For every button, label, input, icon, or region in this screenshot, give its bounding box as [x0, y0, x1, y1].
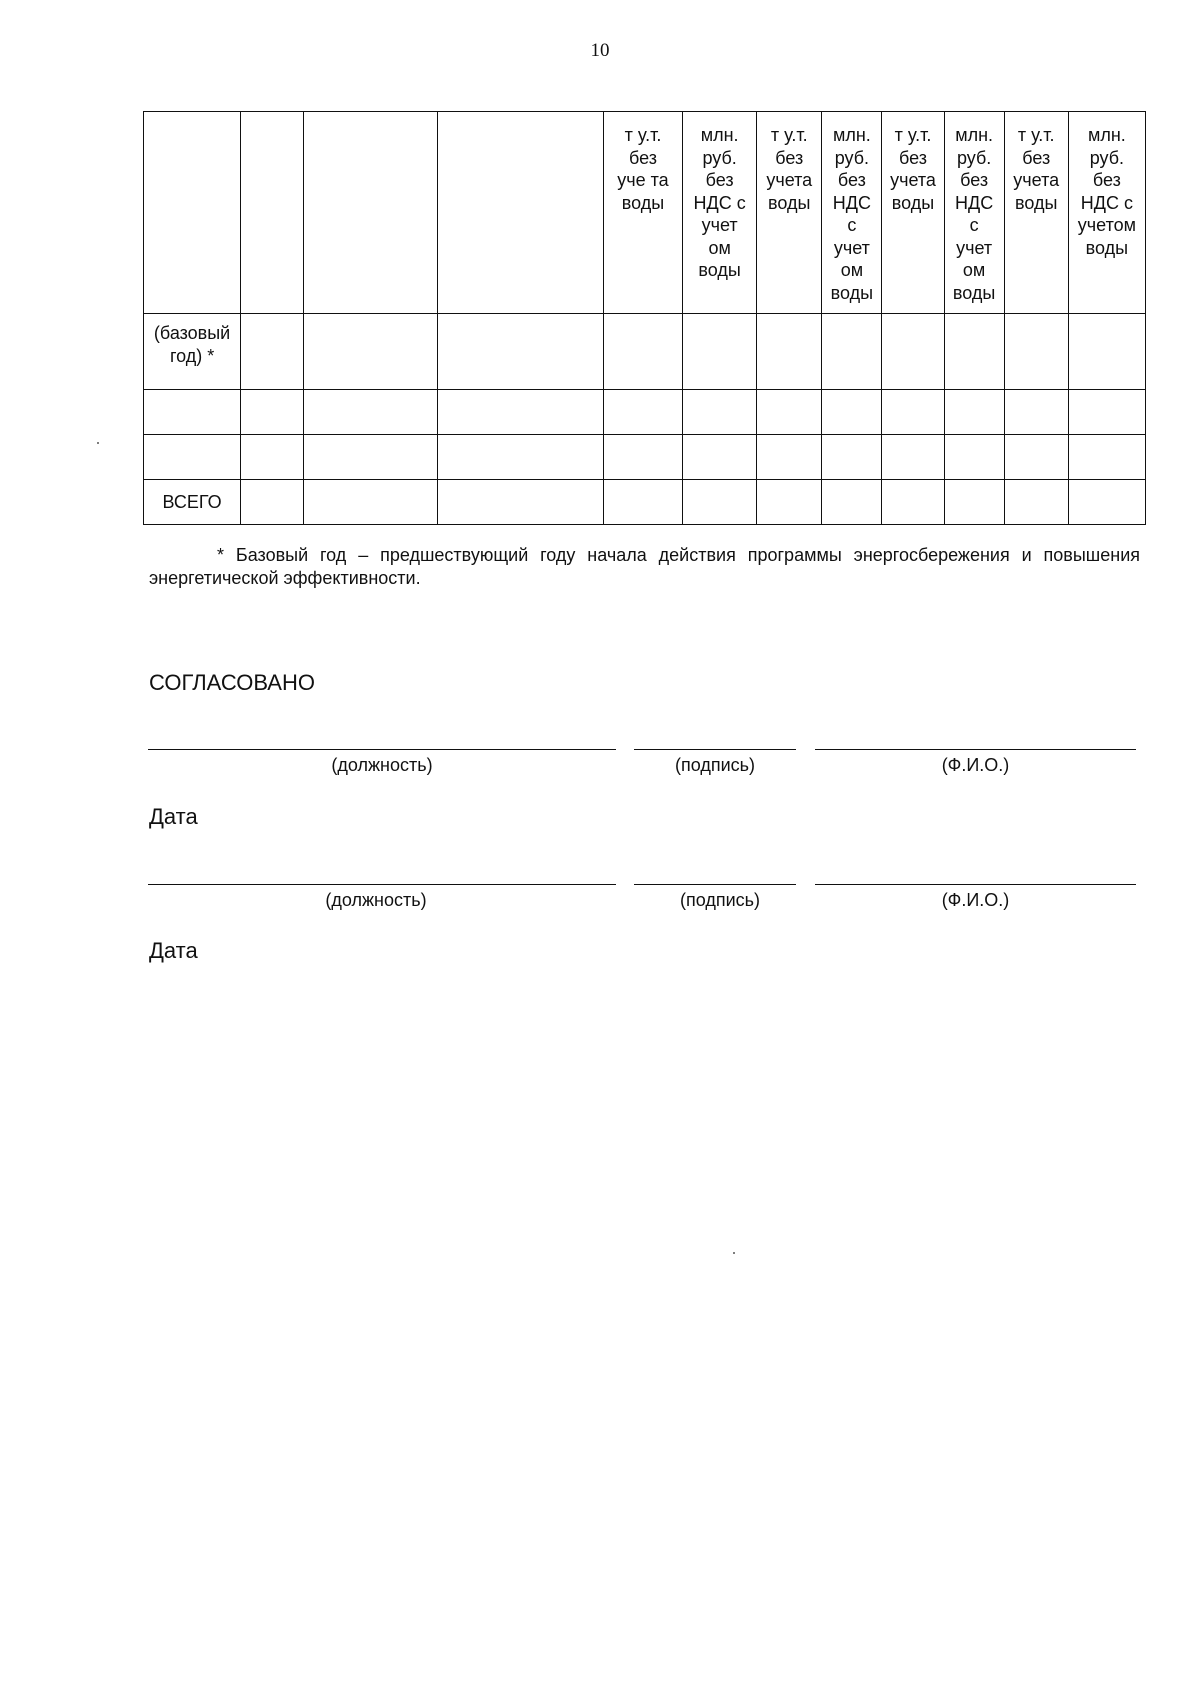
table-cell: [683, 314, 757, 390]
total-label: ВСЕГО: [144, 480, 241, 525]
unit-header-cell: млн. руб. без НДС с учет ом воды: [944, 112, 1004, 314]
table-cell: [241, 112, 304, 314]
table-cell: [304, 435, 437, 480]
table-cell: [603, 314, 682, 390]
table-cell: [882, 314, 944, 390]
table-cell: [603, 435, 682, 480]
page-number: 10: [590, 40, 610, 61]
table-cell: [882, 480, 944, 525]
table-row: [144, 314, 1146, 390]
table-cell: [944, 435, 1004, 480]
table-cell: [822, 480, 882, 525]
table-cell: [1068, 390, 1145, 435]
position-line[interactable]: [148, 884, 616, 885]
table-cell: [882, 435, 944, 480]
base-year-footnote: * Базовый год – предшествующий году начала действия программы энергосбережения и повышения энергетической эффективности.: [149, 545, 1140, 588]
table-cell: [882, 390, 944, 435]
table-cell: [437, 435, 603, 480]
unit-header-cell: млн. руб. без НДС с учетом воды: [1068, 112, 1145, 314]
name-caption: (Ф.И.О.): [941, 890, 1010, 910]
scan-speck: [97, 442, 99, 444]
table-cell: [603, 390, 682, 435]
date-label: Дата: [149, 938, 198, 963]
table-cell: [437, 112, 603, 314]
table-cell: [683, 390, 757, 435]
table-cell: [144, 435, 241, 480]
scan-speck: [733, 1252, 735, 1254]
table-cell: [757, 480, 822, 525]
table-cell: [1068, 435, 1145, 480]
table-cell: [241, 435, 304, 480]
table-cell: [944, 480, 1004, 525]
table-cell: [304, 480, 437, 525]
table-cell: [1068, 480, 1145, 525]
table-cell: [1004, 314, 1068, 390]
table-cell: [944, 390, 1004, 435]
table-cell: [1004, 435, 1068, 480]
table-cell: [304, 112, 437, 314]
position-caption: (должность): [331, 755, 433, 775]
table-cell: [437, 314, 603, 390]
unit-header-cell: т у.т. без учета воды: [882, 112, 944, 314]
table-cell: [822, 435, 882, 480]
name-caption: (Ф.И.О.): [941, 755, 1010, 775]
table-cell: [1004, 480, 1068, 525]
table-cell: [683, 480, 757, 525]
table-cell: [437, 480, 603, 525]
position-caption: (должность): [325, 890, 427, 910]
table-cell: [437, 390, 603, 435]
name-line[interactable]: [815, 749, 1136, 750]
table-cell: [757, 390, 822, 435]
unit-header-cell: млн. руб. без НДС с учет ом воды: [683, 112, 757, 314]
total-row: [144, 480, 1146, 525]
table-row: [144, 390, 1146, 435]
unit-header-cell: т у.т. без учета воды: [1004, 112, 1068, 314]
table-cell: [603, 480, 682, 525]
table-cell: [757, 314, 822, 390]
table-cell: [822, 314, 882, 390]
table-cell: [144, 390, 241, 435]
table-cell: [757, 435, 822, 480]
signature-line[interactable]: [634, 749, 796, 750]
unit-header-cell: млн. руб. без НДС с учет ом воды: [822, 112, 882, 314]
table-header-row: [144, 112, 1146, 314]
unit-header-cell: т у.т. без уче та воды: [603, 112, 682, 314]
table-cell: [822, 390, 882, 435]
position-line[interactable]: [148, 749, 616, 750]
table-cell: [944, 314, 1004, 390]
table-cell: [683, 435, 757, 480]
date-label: Дата: [149, 804, 198, 829]
name-line[interactable]: [815, 884, 1136, 885]
table-cell: [241, 314, 304, 390]
approval-heading: СОГЛАСОВАНО: [149, 670, 315, 695]
unit-header-cell: т у.т. без учета воды: [757, 112, 822, 314]
table-cell: [144, 112, 241, 314]
table-cell: [1004, 390, 1068, 435]
table-cell: [304, 314, 437, 390]
table-cell: [241, 480, 304, 525]
energy-consumption-table: [143, 111, 1146, 525]
base-year-label: (базовый год) *: [144, 314, 241, 390]
table-cell: [304, 390, 437, 435]
signature-line[interactable]: [634, 884, 796, 885]
table-row: [144, 435, 1146, 480]
table-cell: [1068, 314, 1145, 390]
table-cell: [241, 390, 304, 435]
signature-caption: (подпись): [679, 890, 761, 910]
signature-caption: (подпись): [674, 755, 756, 775]
